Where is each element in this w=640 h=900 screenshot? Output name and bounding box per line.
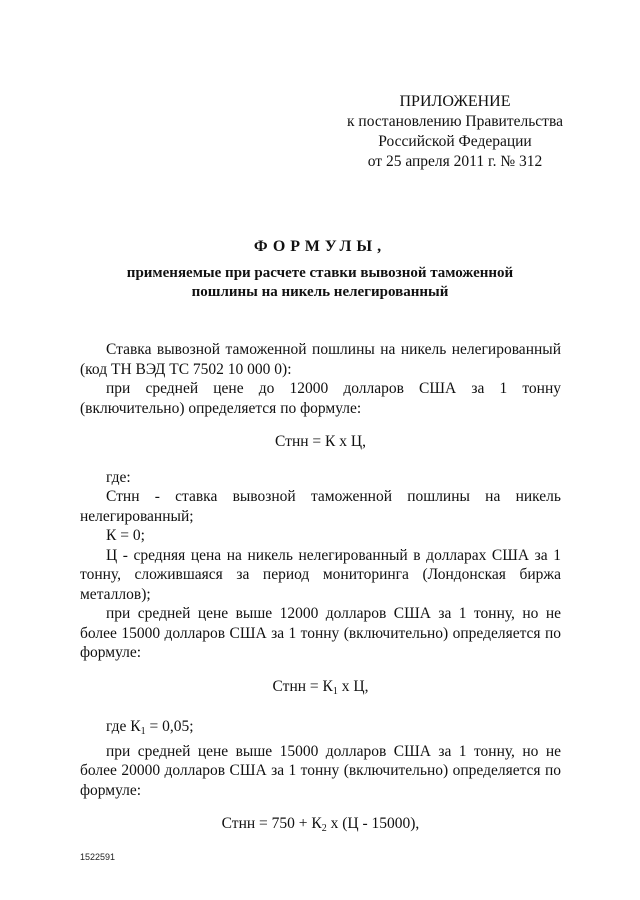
subtitle-line-1: применяемые при расчете ставки вывозной таможенной bbox=[126, 265, 514, 281]
formula-2-subscript: 1 bbox=[332, 685, 338, 697]
where-k1-suffix: = 0,05; bbox=[145, 718, 194, 735]
formula-3-right: х (Ц - 15000), bbox=[326, 815, 420, 832]
approval-line-1: к постановлению Правительства bbox=[347, 113, 563, 130]
formula-2-left: Стнн = К bbox=[272, 677, 333, 695]
paragraph-intro: Ставка вывозной таможенной пошлины на никель нелегированный (код ТН ВЭД ТС 7502 10 000 0): bbox=[80, 341, 561, 378]
formula-3-subscript: 2 bbox=[321, 823, 327, 834]
formula-3-left: Стнн = 750 + К bbox=[221, 815, 322, 832]
subtitle-line-2: пошлины на никель нелегированный bbox=[191, 284, 449, 300]
formula-2 bbox=[80, 677, 561, 702]
where-k1-subscript: 1 bbox=[140, 726, 146, 737]
paragraph-range-2: при средней цене выше 12000 долларов США за 1 тонну, но не более 15000 долларов США за 1 тонну (включительно) определяется по формуле: bbox=[80, 605, 561, 661]
appendix-heading: ПРИЛОЖЕНИЕ bbox=[399, 93, 511, 110]
definition-k: К = 0; bbox=[106, 527, 145, 544]
approval-block bbox=[330, 92, 580, 172]
approval-line-3: от 25 апреля 2011 г. № 312 bbox=[367, 153, 543, 170]
where-k1 bbox=[80, 717, 561, 742]
where-k1-prefix: где К bbox=[106, 718, 141, 735]
document-title: ФОРМУЛЫ, bbox=[253, 238, 387, 255]
formula-2-right: х Ц, bbox=[337, 677, 369, 695]
document-subtitle bbox=[80, 264, 560, 302]
document-number: 1522591 bbox=[80, 852, 116, 862]
definition-stnn: Стнн - ставка вывозной таможенной пошлины на никель нелегированный; bbox=[80, 488, 561, 525]
formula-3 bbox=[80, 814, 561, 839]
paragraph-range-3: при средней цене выше 15000 долларов США за 1 тонну, но не более 20000 долларов США за 1 тонну (включительно) определяется по формуле: bbox=[80, 742, 561, 799]
document-body bbox=[80, 340, 561, 855]
where-label: где: bbox=[106, 468, 131, 486]
definition-price: Ц - средняя цена на никель нелегированный в долларах США за 1 тонну, сложившаяся за период мониторинга (Лондонская биржа металлов); bbox=[80, 546, 561, 603]
formula-1: Стнн = К х Ц, bbox=[275, 433, 366, 450]
approval-line-2: Российской Федерации bbox=[378, 133, 532, 150]
paragraph-range-1: при средней цене до 12000 долларов США за 1 тонну (включительно) определяется по формуле: bbox=[80, 380, 561, 417]
